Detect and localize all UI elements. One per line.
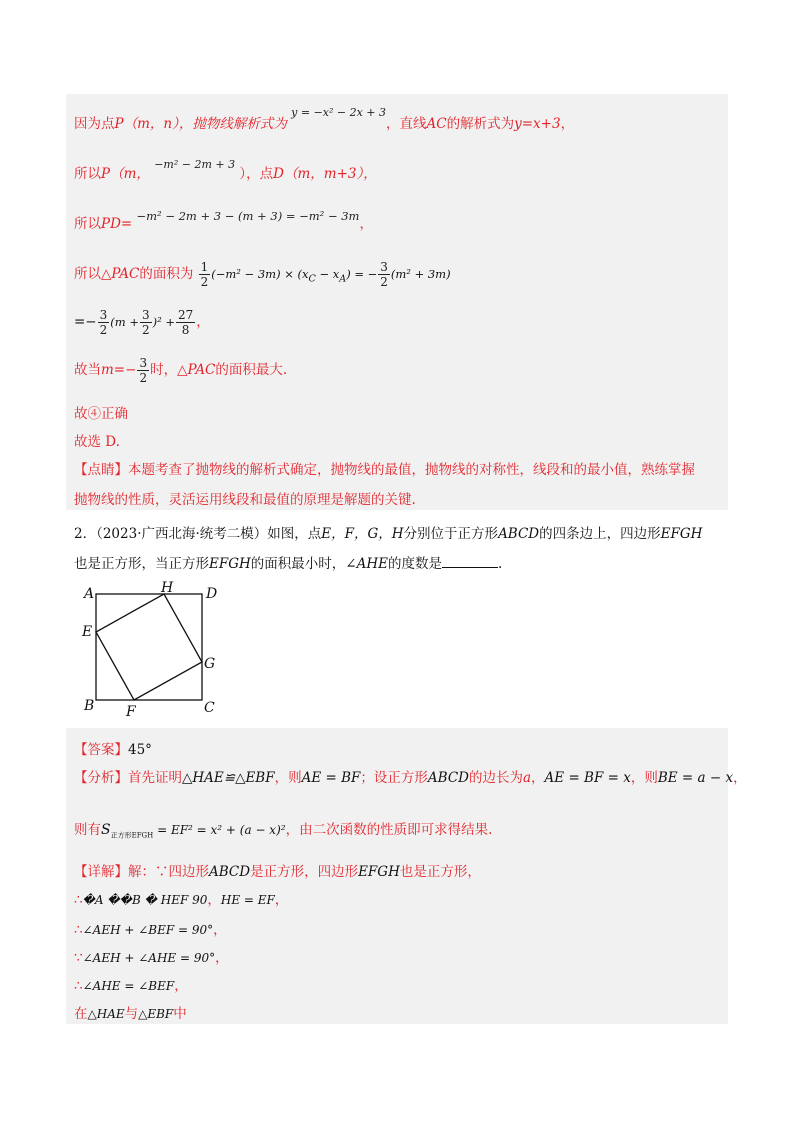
text: ， xyxy=(215,950,229,966)
text: 2 xyxy=(141,323,150,337)
text: ，则 xyxy=(274,770,302,786)
text: 则有 xyxy=(74,822,101,838)
label-c: C xyxy=(204,700,215,716)
text: 所以△ xyxy=(74,266,112,282)
text: 本题考查了抛物线的解析式确定，抛物线的最值，抛物线的对称性，线段和的最小值，熟练掌握 xyxy=(128,462,695,478)
text: 所以 xyxy=(74,166,101,182)
text: − x xyxy=(315,267,340,281)
text: ∠AEH + ∠AHE = 90° xyxy=(82,951,216,965)
pd-formula: −m² − 2m + 3 − (m + 3) = −m² − 3m xyxy=(136,209,360,223)
text: 2 xyxy=(99,323,108,337)
text: ， xyxy=(531,770,545,786)
label-f: F xyxy=(126,704,136,720)
text: . xyxy=(497,556,503,572)
text: 2 xyxy=(200,275,209,289)
analysis-line-2 xyxy=(74,818,492,841)
text: PD= xyxy=(101,216,133,232)
label-e: E xyxy=(82,624,93,640)
text: 解：∵四边形 xyxy=(128,864,209,880)
text: 时，△ xyxy=(150,362,188,378)
text: PAC xyxy=(187,362,216,378)
text: 故当 xyxy=(74,362,101,378)
fraction-half xyxy=(199,260,211,289)
text: y=x+3 xyxy=(514,116,561,132)
text: △HAE≌△EBF xyxy=(182,770,275,786)
text: ∴ xyxy=(74,922,83,938)
text: m=− xyxy=(101,362,137,378)
text: 所以 xyxy=(74,216,101,232)
text: 1 xyxy=(200,260,209,274)
text: P（m， xyxy=(101,166,150,182)
solution-line-2 xyxy=(74,158,377,182)
text: 27 xyxy=(177,308,194,322)
text: EFGH xyxy=(358,864,400,880)
text: 也是正方形，当正方形 xyxy=(74,556,209,572)
text: 也是正方形， xyxy=(399,864,481,880)
text: 2 xyxy=(139,371,148,385)
text: 的面积最小时， xyxy=(250,556,346,572)
text: 的解析式为 xyxy=(446,116,515,132)
text: a xyxy=(522,770,532,786)
detail-line-6 xyxy=(74,1002,187,1022)
question-line-2 xyxy=(74,552,502,572)
text: BE = a − x xyxy=(657,770,734,786)
detail-line-2 xyxy=(74,888,288,908)
detail-tag: 【详解】 xyxy=(74,864,128,880)
text: A xyxy=(339,273,347,285)
text: )² + xyxy=(152,315,175,329)
text: 是正方形，四边形 xyxy=(250,864,359,880)
text: PAC xyxy=(111,266,140,282)
text: EFGH xyxy=(209,556,251,572)
label-a: A xyxy=(84,586,95,602)
text: (−m² − 3m) × (x xyxy=(211,267,309,281)
text: 2 xyxy=(380,275,388,289)
text: 的面积最大. xyxy=(215,362,288,378)
analysis-tag: 【分析】 xyxy=(74,770,128,786)
text: ， xyxy=(274,892,289,908)
answer-tag: 【答案】 xyxy=(74,742,128,758)
text: △EBF xyxy=(138,1007,174,1021)
fraction-three-halves xyxy=(140,308,152,337)
text: ， xyxy=(196,314,210,330)
text: ABCD xyxy=(498,526,540,542)
text: EFGH xyxy=(660,526,703,542)
point-p-formula: −m² − 2m + 3 xyxy=(154,158,236,171)
label-d: D xyxy=(206,586,218,602)
text: 在 xyxy=(74,1006,88,1022)
text: C xyxy=(308,273,316,285)
text: 的度数是 xyxy=(387,556,442,572)
fraction-three-halves xyxy=(137,356,149,385)
text: 因为点 xyxy=(74,116,115,132)
solution-line-8: 故选 D. xyxy=(74,434,120,450)
key-point-line xyxy=(74,458,695,478)
text: 与 xyxy=(124,1006,139,1022)
text: ），点 xyxy=(239,166,274,182)
text: ∠AEH + ∠BEF = 90° xyxy=(82,923,214,937)
answer-blank[interactable] xyxy=(442,555,498,568)
label-b: B xyxy=(84,698,95,714)
detail-line-1 xyxy=(74,860,481,880)
solution-line-5 xyxy=(74,308,210,337)
text: ABCD xyxy=(209,864,251,880)
text: AE = BF = x xyxy=(544,770,631,786)
text: ∴ xyxy=(74,978,83,994)
text: S xyxy=(101,822,111,838)
text: (m² + 3m) xyxy=(390,267,451,281)
text: ∠AHE = ∠BEF xyxy=(82,979,175,993)
text: 3 xyxy=(380,260,388,274)
key-point-line-2: 抛物线的性质，灵活运用线段和最值的原理是解题的关键. xyxy=(74,492,416,508)
text: E，F，G，H xyxy=(321,526,404,542)
text: AC xyxy=(426,116,447,132)
text: ，由二次函数的性质即可求得结果. xyxy=(285,822,493,838)
answer-line xyxy=(74,738,152,758)
text: 正方形EFGH xyxy=(110,831,154,840)
text: 的面积为 xyxy=(139,266,194,282)
answer-value: 45° xyxy=(128,742,152,758)
solution-block-top xyxy=(66,94,728,510)
fraction-27-8 xyxy=(176,308,195,337)
text: =− xyxy=(74,314,97,330)
text: ∵ xyxy=(74,950,83,966)
solution-line-3 xyxy=(74,209,373,232)
solution-line-6 xyxy=(74,356,287,385)
key-point-tag: 【点睛】 xyxy=(74,462,128,478)
text: △HAE xyxy=(87,1007,125,1021)
fraction-three-halves xyxy=(98,308,110,337)
text: 首先证明 xyxy=(128,770,182,786)
solution-line-7: 故④正确 xyxy=(74,406,128,422)
text: 3 xyxy=(139,356,148,370)
text: P（m，n），抛物线解析式为 xyxy=(114,116,287,132)
text: ，直线 xyxy=(386,116,427,132)
detail-line-3 xyxy=(74,918,227,938)
text: = EF² = x² + (a − x)² xyxy=(153,823,286,837)
label-g: G xyxy=(204,656,216,672)
text: ， xyxy=(560,116,575,132)
analysis-line-1 xyxy=(74,766,747,786)
text: 的四条边上，四边形 xyxy=(539,526,661,542)
parabola-formula: y = −x² − 2x + 3 xyxy=(291,106,387,119)
fraction-three-halves xyxy=(378,260,390,289)
solution-block-bottom xyxy=(66,728,747,1024)
solution-line-4 xyxy=(74,260,451,289)
text: ∴ xyxy=(74,892,83,908)
text: ， xyxy=(733,770,747,786)
text: ， xyxy=(207,892,221,908)
text: 中 xyxy=(173,1006,187,1022)
text: ， xyxy=(174,978,188,994)
text: D（m，m+3）， xyxy=(273,166,377,182)
detail-line-4 xyxy=(74,946,229,966)
text: (m + xyxy=(110,315,139,329)
text: 的边长为 xyxy=(468,770,523,786)
outer-square-abcd xyxy=(96,594,202,700)
area-formula xyxy=(211,267,378,285)
text: ABCD xyxy=(427,770,469,786)
text: ∠AHE xyxy=(345,556,388,572)
text: ，则 xyxy=(630,770,658,786)
text: 2．（2023·广西北海·统考二模）如图，点 xyxy=(74,526,322,542)
text: �A ��B � HEF 90 xyxy=(82,893,208,907)
text: 3 xyxy=(141,308,150,322)
solution-line-1 xyxy=(74,106,575,132)
text: 8 xyxy=(181,323,190,337)
detail-line-5 xyxy=(74,974,188,994)
question-line-1 xyxy=(74,522,702,542)
text: ， xyxy=(359,216,373,232)
text: 分别位于正方形 xyxy=(403,526,499,542)
label-h: H xyxy=(161,580,174,596)
inner-square-efgh xyxy=(96,594,202,700)
text: HE = EF xyxy=(220,893,275,907)
text: ， xyxy=(213,922,227,938)
text: ) = − xyxy=(346,267,378,281)
text: ；设正方形 xyxy=(360,770,428,786)
text: 3 xyxy=(99,308,108,322)
text: AE = BF xyxy=(301,770,361,786)
